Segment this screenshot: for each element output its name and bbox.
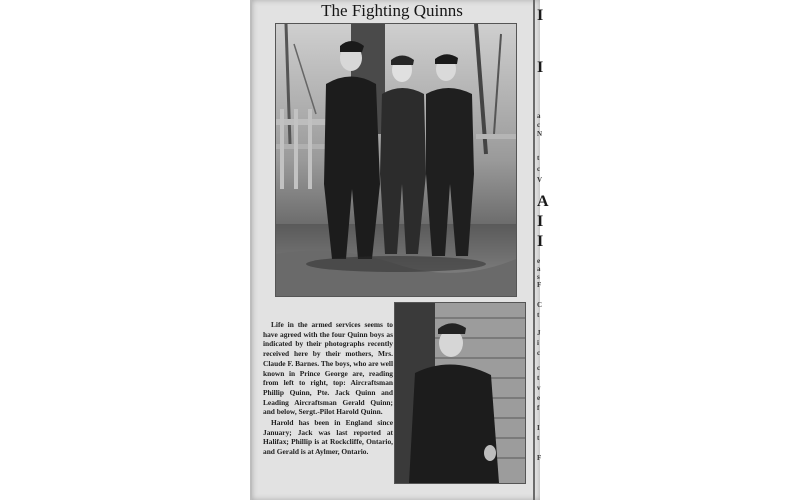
text-fragment: t [537,434,540,442]
text-fragment: t [537,374,540,382]
text-fragment: i [537,339,539,347]
photo-caption [263,320,393,457]
text-fragment: I [537,213,544,230]
text-fragment: V [537,176,543,184]
text-fragment: c [537,165,541,173]
photo-harold-quinn-image [395,303,525,483]
text-fragment: F [537,281,542,289]
text-fragment: I [537,59,544,76]
text-fragment: I [537,424,540,432]
photo-three-brothers [275,23,517,297]
text-fragment: C [537,301,543,309]
text-fragment: v [537,384,541,392]
text-fragment: t [537,311,540,319]
text-fragment: t [537,154,540,162]
adjacent-column-fragment [537,0,549,500]
text-fragment: c [537,364,541,372]
clipping-left-edge [250,0,252,500]
text-fragment: e [537,257,541,265]
text-fragment: e [537,394,541,402]
photo-harold-quinn [394,302,526,484]
text-fragment: N [537,130,543,138]
photo-three-brothers-image [276,24,516,296]
column-rule [533,0,535,500]
text-fragment: I [537,233,544,250]
text-fragment: I [537,7,544,24]
text-fragment: a [537,112,541,120]
text-fragment: A [537,193,549,210]
text-fragment: c [537,121,541,129]
text-fragment: s [537,273,540,281]
text-fragment: a [537,265,541,273]
caption-paragraph: Life in the armed services seems to have agreed with the four Quinn boys as indicated by their photographs recently received here by their mothers, Mrs. Claude F. Barnes. The boys, who are well known in Prince George are, reading from left to right, top: Aircraftsman Phillip Quinn, Pte. Jack Quinn and Leading Aircraftsman Gerald Quinn; and below, Sergt.-Pilot Harold Quinn. [263,320,393,417]
text-fragment: J [537,329,541,337]
caption-paragraph: Harold has been in England since January; Jack was last reported at Halifax; Phillip is at Rockcliffe, Ontario, and Gerald is at Aylmer, Ontario. [263,418,393,457]
text-fragment: c [537,349,541,357]
text-fragment: f [537,404,540,412]
article-title: The Fighting Quinns [321,1,463,20]
text-fragment: F [537,454,542,462]
